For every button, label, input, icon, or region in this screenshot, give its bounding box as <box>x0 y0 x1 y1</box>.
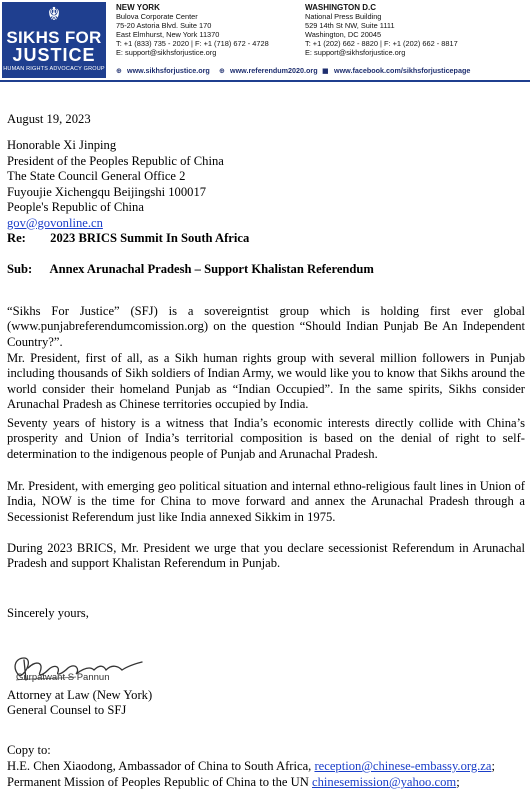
signature-name: Gurpatwant S Pannun <box>16 672 110 683</box>
re-line <box>7 231 249 246</box>
body-paragraph: Mr. President, with emerging geo political situation and internal ethno-religious fault lines in Union of India, NOW is the time for China to move forward and annex the Arunachal Pradesh through a Secessionist Referendum just like India annexed Sikkim in 1975. <box>7 479 525 524</box>
recipient-line: Honorable Xi Jinping <box>7 138 117 152</box>
khanda-icon: ☬ <box>47 4 61 25</box>
site-link-sfj[interactable]: www.sikhsforjustice.org <box>127 66 210 75</box>
globe-icon: ⊕ <box>219 67 225 75</box>
letter-date: August 19, 2023 <box>7 112 91 126</box>
copy-recipient-text: H.E. Chen Xiaodong, Ambassador of China to South Africa, <box>7 759 315 773</box>
recipient-address <box>7 138 224 231</box>
logo-line-2: JUSTICE <box>12 45 96 65</box>
office-new-york <box>116 3 269 57</box>
office-line: 75-20 Astoria Blvd. Suite 170 <box>116 21 212 30</box>
copy-recipient <box>7 774 495 790</box>
office-washington <box>305 3 458 57</box>
letterhead <box>0 0 530 82</box>
recipient-line: The State Council General Office 2 <box>7 169 186 183</box>
body-paragraph: Seventy years of history is a witness that India’s economic interests directly collide with China’s prosperity and Union of India’s territorial composition is based on the denial of right to self-determination to the indigenous people of Punjab and Arunachal Pradesh. <box>7 416 525 461</box>
recipient-email-link[interactable]: gov@govonline.cn <box>7 215 103 230</box>
copy-email-link[interactable]: reception@chinese-embassy.org.za <box>314 759 492 773</box>
copy-recipient <box>7 758 495 774</box>
office-line: National Press Building <box>305 12 382 21</box>
sub-text: Annex Arunachal Pradesh – Support Khalistan Referendum <box>49 262 374 276</box>
office-title: NEW YORK <box>116 3 160 12</box>
sub-label: Sub: <box>7 262 33 276</box>
re-text: 2023 BRICS Summit In South Africa <box>50 231 250 245</box>
signer-line: General Counsel to SFJ <box>7 703 127 717</box>
closing-line: Sincerely yours, <box>7 606 89 620</box>
facebook-link[interactable]: www.facebook.com/sikhsforjusticepage <box>334 66 471 75</box>
recipient-line: President of the Peoples Republic of China <box>7 153 224 168</box>
copy-email-link[interactable]: chinesemission@yahoo.com <box>312 775 457 789</box>
office-line: T: +1 (202) 662 - 8820 | F: +1 (202) 662 - 8817 <box>305 39 458 48</box>
facebook-icon: ■ <box>322 67 329 75</box>
web-links <box>116 66 526 76</box>
globe-icon: ⊕ <box>116 67 122 75</box>
re-label: Re: <box>7 231 26 245</box>
office-line: 529 14th St NW, Suite 1111 <box>305 21 395 30</box>
signer-line: Attorney at Law (New York) <box>7 688 153 702</box>
sfj-logo <box>2 2 106 78</box>
office-email[interactable]: E: support@sikhsforjustice.org <box>305 48 406 57</box>
recipient-line: Fuyoujie Xichengqu Beijingshi 100017 <box>7 184 207 199</box>
office-line: East Elmhurst, New York 11370 <box>116 30 220 39</box>
copy-label: Copy to: <box>7 743 51 757</box>
copy-suffix: ; <box>456 775 460 789</box>
office-line: Bulova Corporate Center <box>116 12 198 21</box>
site-link-referendum[interactable]: www.referendum2020.org <box>230 66 318 75</box>
body-paragraph: “Sikhs For Justice” (SFJ) is a sovereigntist group which is holding first ever global (www.punjabreferendumcomission.org) on the question “Should Indian Punjab Be An Independent Country?”. <box>7 304 525 349</box>
office-line: T: +1 (833) 735 - 2020 | F: +1 (718) 672 - 4728 <box>116 39 269 48</box>
office-line: Washington, DC 20045 <box>305 30 382 39</box>
copy-to-section <box>7 742 495 790</box>
body-paragraph: Mr. President, first of all, as a Sikh human rights group with several million followers in Punjab including thousands of Sikh soldiers of Indian Army, we would like you to know that Sikhs around the world consider their homeland Punjab as “Indian Occupied”. In the same spirits, Sikhs consider Arunachal Pradesh as Chinese territories occupied by India. <box>7 351 525 412</box>
office-title: WASHINGTON D.C <box>305 3 376 12</box>
copy-recipient-text: Permanent Mission of Peoples Republic of China to the UN <box>7 775 313 789</box>
copy-suffix: ; <box>491 759 495 773</box>
handwritten-signature <box>6 646 166 690</box>
sub-line <box>7 262 374 277</box>
logo-tagline: HUMAN RIGHTS ADVOCACY GROUP <box>3 66 105 72</box>
signer-titles <box>7 688 152 718</box>
header-divider <box>0 80 530 82</box>
office-email[interactable]: E: support@sikhsforjustice.org <box>116 48 217 57</box>
recipient-line: People's Republic of China <box>7 200 144 214</box>
logo-line-1: SIKHS FOR <box>6 28 102 47</box>
body-paragraph: During 2023 BRICS, Mr. President we urge that you declare secessionist Referendum in Arunachal Pradesh and support Khalistan Referendum in Punjab. <box>7 541 525 571</box>
